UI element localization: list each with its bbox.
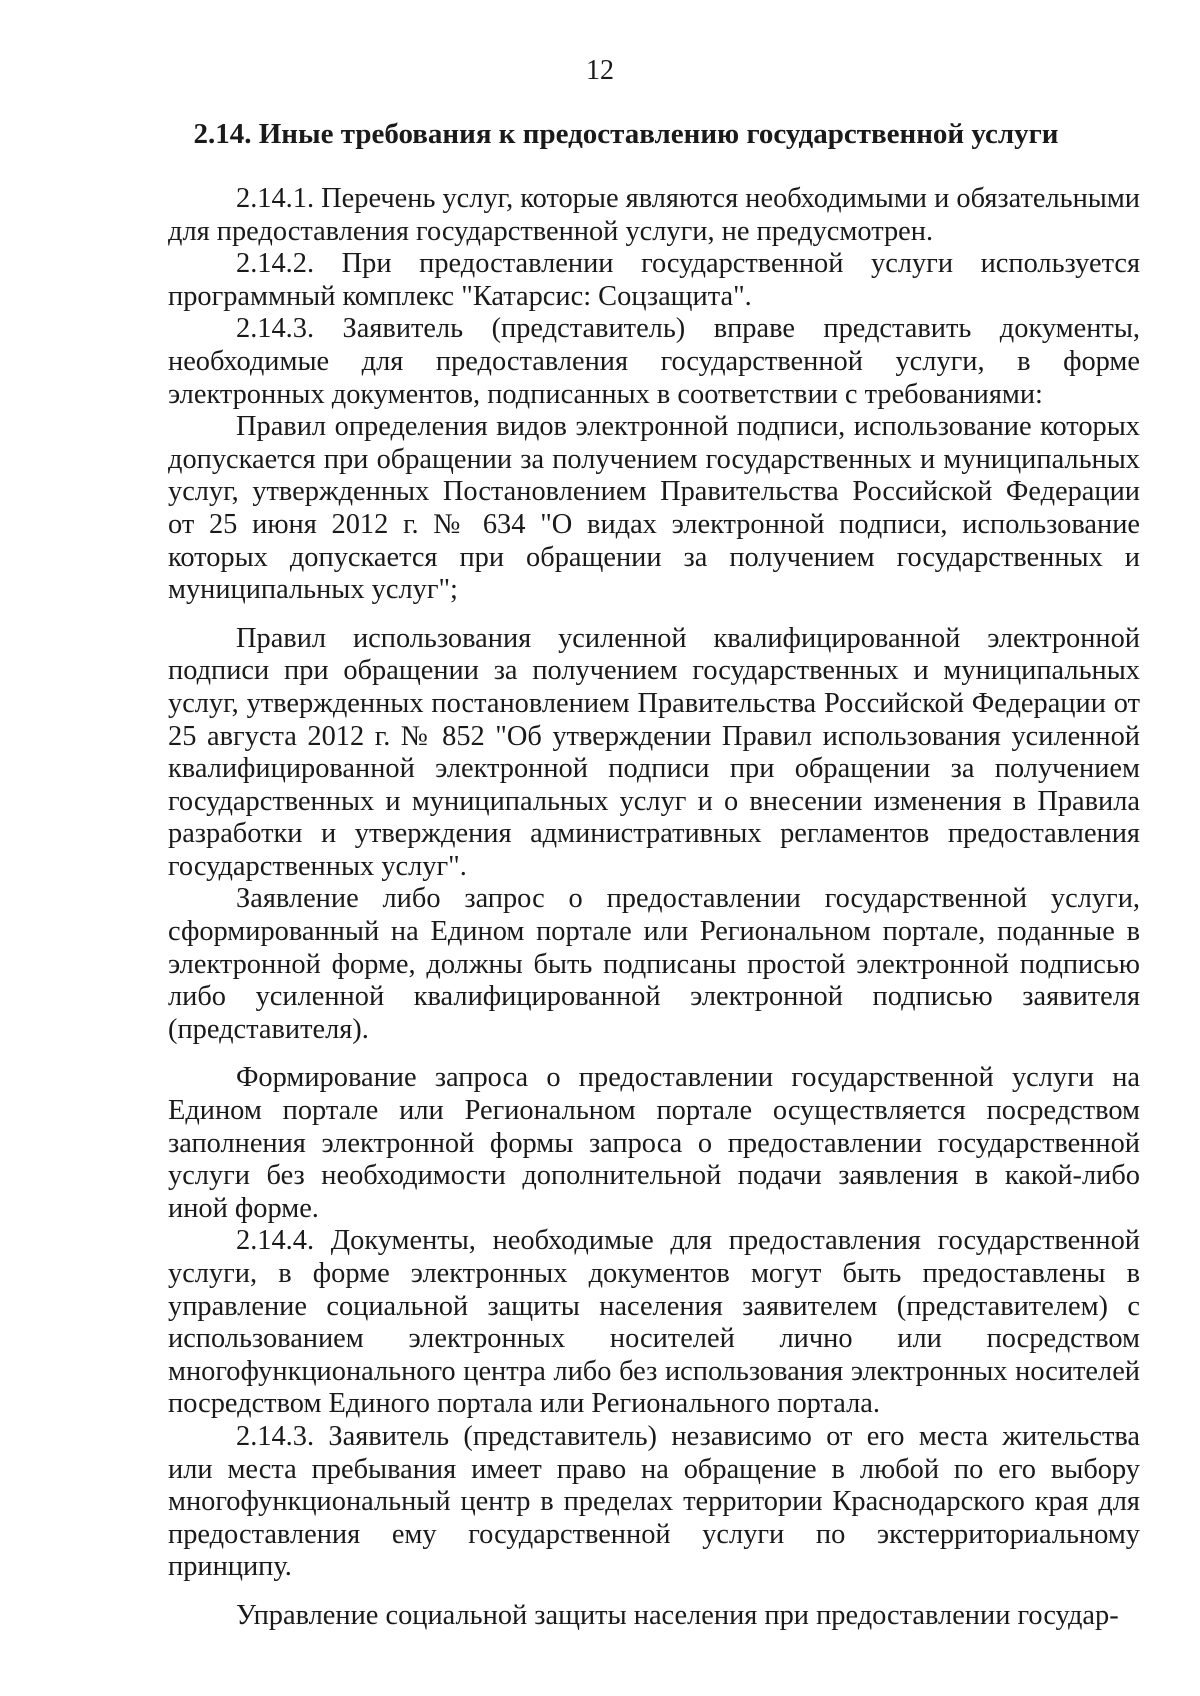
body-text [168,183,1140,1633]
paragraph-application-signature: Заявление либо запрос о предоставлении государственной услуги, сформированный на Едином портале или Региональном портале, поданные в электронной форме, должны быть подписаны простой электронной подписью либо усиленной квалифицированной электронной подписью заявителя (представителя). [168,883,1140,1045]
section-heading: 2.14. Иные требования к предоставлению государственной услуги [193,118,1059,150]
paragraph-2-14-2: 2.14.2. При предоставлении государственной услуги используется программный комплекс "Катарсис: Соцзащита". [168,248,1140,312]
paragraph-2-14-1: 2.14.1. Перечень услуг, которые являются необходимыми и обязательными для предоставления государственной услуги, не предусмотрен. [168,183,1141,247]
paragraph-rules-852: Правил использования усиленной квалифицированной электронной подписи при обращении за получением государственных и муниципальных услуг, утвержденных постановлением Правительства Российской Федерации от 25 августа 2012 г. № 852 "Об утверждении Правил использования усиленной квалифицированной электронной подписи при обращении за получением государственных и муниципальных услуг и о внесении изменения в Правила разработки и утверждения административных регламентов предоставления государственных услуг". [168,622,1140,882]
paragraph-2-14-3: 2.14.3. Заявитель (представитель) вправе представить документы, необходимые для предоставления государственной услуги, в форме электронных документов, подписанных в соответствии с требованиями: [168,313,1140,410]
paragraph-2-14-4: 2.14.4. Документы, необходимые для предоставления государственной услуги, в форме электронных документов могут быть предоставлены в управление социальной защиты населения заявителем (представителем) с использованием электронных носителей лично или посредством многофункционального центра либо без использования электронных носителей посредством Единого портала или Регионального портала. [168,1225,1140,1420]
page-number: 12 [586,55,614,86]
paragraph-2-14-3-extraterritorial: 2.14.3. Заявитель (представитель) независимо от его места жительства или места пребывания имеет право на обращение в любой по его выбору многофункциональный центр в пределах территории Краснодарского края для предоставления ему государственной услуги по экстерриториальному принципу. [168,1420,1140,1583]
paragraph-social-protection: Управление социальной защиты населения при предоставлении государ- [236,1599,1119,1631]
paragraph-request-forming: Формирование запроса о предоставлении государственной услуги на Едином портале или Региональном портале осуществляется посредством заполнения электронной формы запроса о предоставлении государственной услуги без необходимости дополнительной подачи заявления в какой-либо иной форме. [168,1062,1140,1224]
paragraph-rules-634: Правил определения видов электронной подписи, использование которых допускается при обращении за получением государственных и муниципальных услуг, утвержденных Постановлением Правительства Российской Федерации от 25 июня 2012 г. № 634 "О видах электронной подписи, использование которых допускается при обращении за получением государственных и муниципальных услуг"; [168,411,1140,606]
